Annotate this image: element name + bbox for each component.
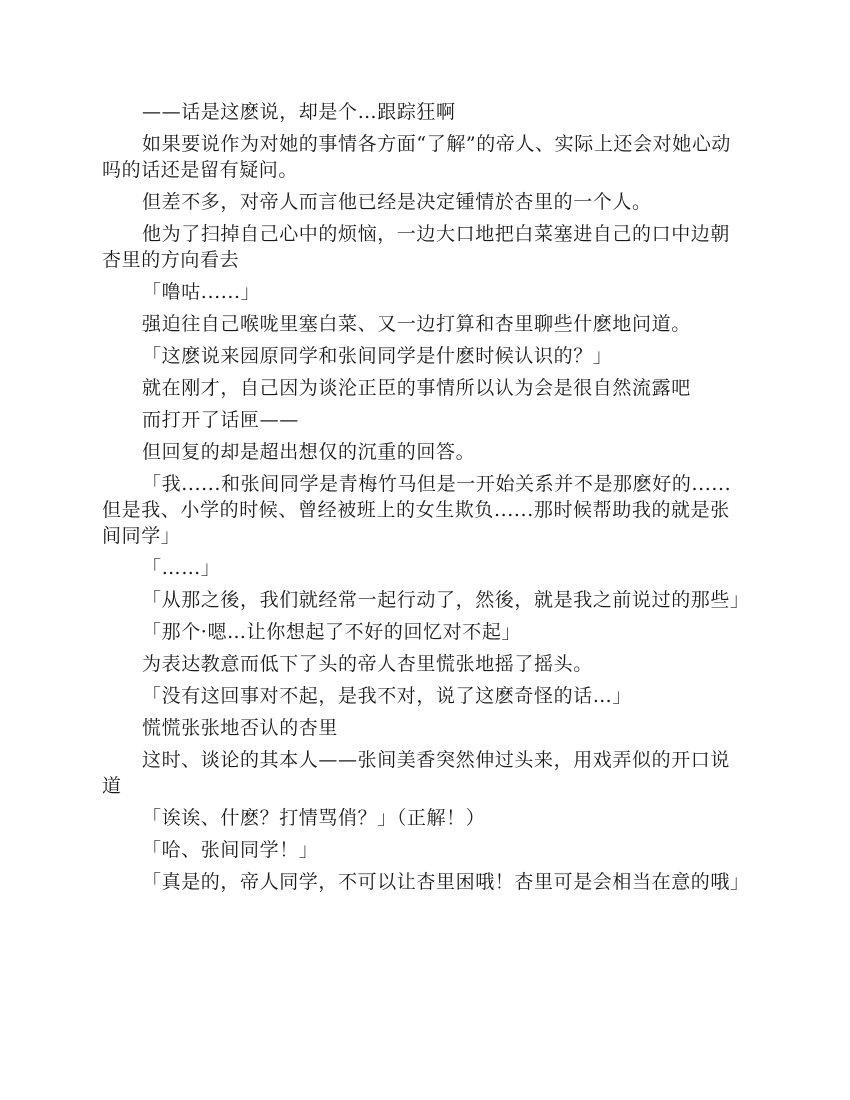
paragraph: 强迫往自己喉咙里塞白菜、又一边打算和杏里聊些什麽地问道。 [142,313,691,335]
paragraph: 「这麽说来园原同学和张间同学是什麽时候认识的？」 [142,345,613,367]
paragraph: 而打开了话匣—— [142,409,299,431]
text-body [102,99,748,901]
paragraph: 但回复的却是超出想仅的沉重的回答。 [142,441,476,463]
paragraph: 慌慌张张地否认的杏里 [142,717,339,739]
paragraph: 「……」 [142,557,221,579]
paragraph: ——话是这麽说，却是个…跟踪狂啊 [142,101,456,123]
paragraph: 这时、谈论的其本人——张间美香突然伸过头来，用戏弄似的开口说道 [102,749,731,797]
paragraph: 就在刚才，自己因为谈沦正臣的事情所以认为会是很自然流露吧 [142,377,691,399]
paragraph: 「那个·嗯…让你想起了不好的回忆对不起」 [142,621,522,643]
paragraph: 他为了扫掉自己心中的烦恼，一边大口地把白菜塞进自己的口中边朝杏里的方向看去 [102,223,731,271]
paragraph: 「我......和张间同学是青梅竹马但是一开始关系并不是那麽好的......但是我、小学的时候、曾经被班上的女生欺负......那时候帮助我的就是张间同学」 [102,473,732,547]
paragraph: 「噜咕......」 [142,281,261,303]
paragraph: 「没有这回事对不起，是我不对，说了这麽奇怪的话…」 [142,685,633,707]
paragraph: 但差不多，对帝人而言他已经是决定锺情於杏里的一个人。 [142,191,652,213]
paragraph: 为表达教意而低下了头的帝人杏里慌张地摇了摇头。 [142,653,593,675]
paragraph: 「诶诶、什麽？打情骂俏？」（正解！） [142,807,486,829]
paragraph: 「真是的，帝人同学，不可以让杏里困哦！杏里可是会相当在意的哦」 [142,871,750,893]
paragraph: 「哈、张间同学！」 [142,839,319,861]
paragraph: 「从那之後，我们就经常一起行动了，然後，就是我之前说过的那些」 [142,589,750,611]
paragraph: 如果要说作为对她的事情各方面“了解”的帝人、实际上还会对她心动吗的话还是留有疑问。 [102,133,732,181]
